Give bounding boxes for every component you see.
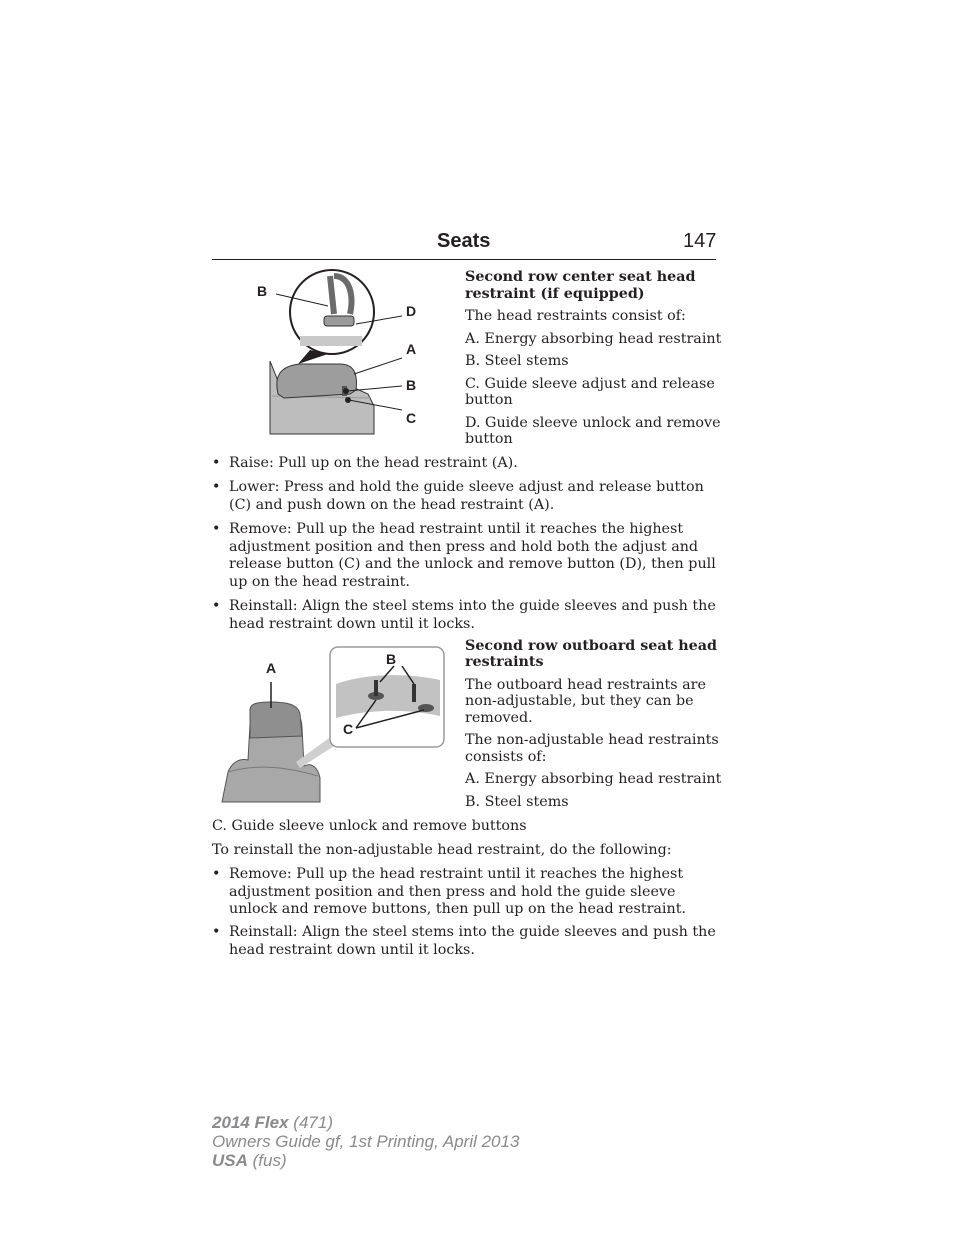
section2-item-b: B. Steel stems bbox=[465, 794, 569, 810]
section1-item-d-line2: button bbox=[465, 431, 513, 447]
figure-outboard-head-restraints bbox=[214, 644, 454, 804]
figure2-label-b: B bbox=[386, 651, 397, 667]
section2-heading-line1: Second row outboard seat head bbox=[465, 638, 717, 654]
section2-para1-line1: The outboard head restraints are bbox=[465, 677, 706, 693]
section1-item-c-line2: button bbox=[465, 392, 513, 408]
figure1-label-d: D bbox=[406, 303, 417, 319]
section1-item-d-line1: D. Guide sleeve unlock and remove bbox=[465, 415, 721, 431]
figure1-label-a: A bbox=[406, 341, 417, 357]
section1-item-b: B. Steel stems bbox=[465, 353, 569, 369]
figure2-label-c: C bbox=[343, 721, 354, 737]
section2-reinstall-intro: To reinstall the non-adjustable head restraint, do the following: bbox=[212, 842, 672, 858]
footer-region: USA (fus) bbox=[212, 1151, 287, 1170]
header-divider bbox=[212, 259, 716, 260]
figure1-label-b: B bbox=[406, 377, 417, 393]
figure1-label-c: C bbox=[406, 410, 417, 426]
section2-para2-line2: consists of: bbox=[465, 749, 547, 765]
figure2-label-a: A bbox=[266, 660, 277, 676]
figure1-label-b-top: B bbox=[257, 283, 268, 299]
page-title: Seats bbox=[437, 230, 491, 252]
section1-item-a: A. Energy absorbing head restraint bbox=[465, 331, 722, 347]
page-number: 147 bbox=[683, 230, 717, 252]
section2-item-a: A. Energy absorbing head restraint bbox=[465, 771, 722, 787]
section1-heading-line2: restraint (if equipped) bbox=[465, 286, 645, 302]
section2-para2-line1: The non-adjustable head restraints bbox=[465, 732, 719, 748]
section1-heading-line1: Second row center seat head bbox=[465, 269, 696, 285]
section2-heading-line2: restraints bbox=[465, 654, 544, 670]
section1-intro: The head restraints consist of: bbox=[465, 308, 686, 324]
footer-guide: Owners Guide gf, 1st Printing, April 2013 bbox=[212, 1132, 520, 1151]
section2-item-c: C. Guide sleeve unlock and remove buttons bbox=[212, 818, 527, 834]
section2-para1-line3: removed. bbox=[465, 710, 533, 726]
section1-item-c-line1: C. Guide sleeve adjust and release bbox=[465, 376, 715, 392]
section2-para1-line2: non-adjustable, but they can be bbox=[465, 693, 694, 709]
footer-model: 2014 Flex (471) bbox=[212, 1113, 333, 1132]
